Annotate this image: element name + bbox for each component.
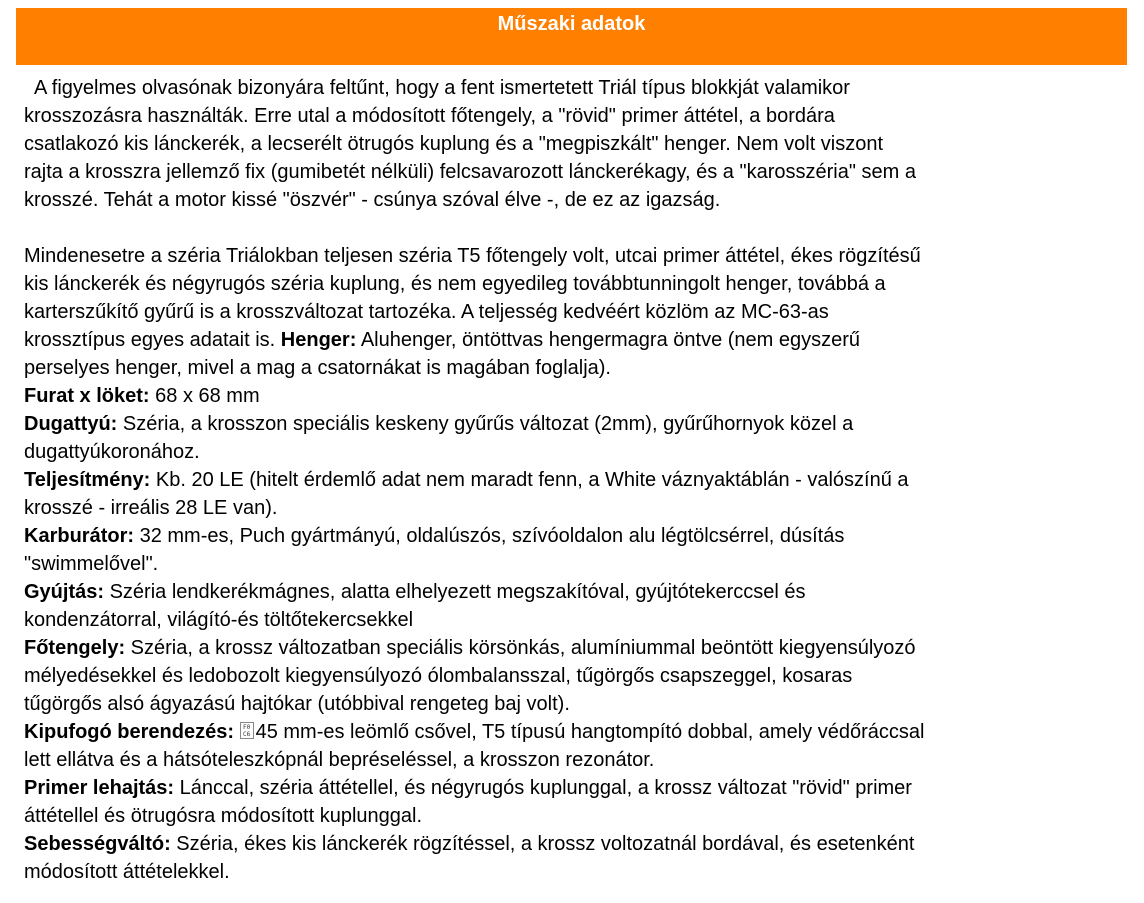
spec-text: mélyedésekkel és ledobozolt kiegyensúlyozó ólombalansszal, tűgörgős csapszeggel, kosaras <box>24 665 853 687</box>
spacer <box>24 214 1124 242</box>
spec-label: Sebességváltó: <box>24 833 171 855</box>
text-line: Aluhenger, öntöttvas hengermagra öntve (nem egyszerű <box>356 329 861 351</box>
spec-text: Lánccal, széria áttétellel, és négyrugós kuplunggal, a krossz változat "rövid" primer <box>174 777 912 799</box>
text-line: rajta a krosszra jellemző fix (gumibetét nélküli) felcsavarozott lánckerékagy, és a "karosszéria" sem a <box>24 161 916 183</box>
second-paragraph <box>24 242 1124 382</box>
text-line: kis lánckerék és négyrugós széria kuplung, és nem egyedileg továbbtunningolt henger, továbbá a <box>24 273 886 295</box>
spec-text: "swimmelővel". <box>24 553 159 575</box>
spec-item <box>24 578 1124 634</box>
text-line: perselyes henger, mivel a mag a csatornákat is magában foglalja). <box>24 357 611 379</box>
spec-text: 32 mm-es, Puch gyártmányú, oldalúszós, szívóoldalon alu légtölcsérrel, dúsítás <box>134 525 845 547</box>
spec-text: lett ellátva és a hátsóteleszkópnál bepréseléssel, a krosszon rezonátor. <box>24 749 655 771</box>
spec-item <box>24 410 1124 466</box>
text-line: krosszozásra használták. Erre utal a módosított főtengely, a "rövid" primer áttétel, a bordára <box>24 105 835 127</box>
spec-text: 45 mm-es leömlő csővel, T5 típusú hangtompító dobbal, amely védőráccsal <box>255 721 925 743</box>
spec-label: Kipufogó berendezés: <box>24 721 235 743</box>
spec-text: dugattyúkoronához. <box>24 441 200 463</box>
spec-text: Kb. 20 LE (hitelt érdemlő adat nem maradt fenn, a White váznyaktáblán - valószínű a <box>150 469 909 491</box>
spec-text: tűgörgős alsó ágyazású hajtókar (utóbbival rengeteg baj volt). <box>24 693 570 715</box>
spec-label: Gyújtás: <box>24 581 105 603</box>
spec-label: Furat x löket: <box>24 385 150 407</box>
spec-text: krosszé - irreális 28 LE van). <box>24 497 278 519</box>
intro-paragraph <box>24 74 1124 214</box>
text-line: csatlakozó kis lánckerék, a lecserélt ötrugós kuplung és a "megpiszkált" henger. Nem volt viszont <box>24 133 884 155</box>
spec-item <box>24 382 1124 410</box>
spec-text: módosított áttételekkel. <box>24 861 230 883</box>
text-line: karterszűkítő gyűrű is a krosszváltozat tartozéka. A teljesség kedvéért közlöm az MC-63-as <box>24 301 829 323</box>
spec-item <box>24 522 1124 578</box>
spec-list <box>24 382 1124 886</box>
section-header <box>16 8 1127 65</box>
missing-glyph-icon: F0 C6 <box>240 722 254 739</box>
section-title: Műszaki adatok <box>497 13 646 35</box>
text-line: krosszé. Tehát a motor kissé "öszvér" - csúnya szóval élve -, de ez az igazság. <box>24 189 721 211</box>
spec-label: Karburátor: <box>24 525 135 547</box>
spec-text: Széria, a krossz változatban speciális körsönkás, alumíniummal beöntött kiegyensúlyozó <box>125 637 916 659</box>
spec-text: Széria, ékes kis lánckerék rögzítéssel, a krossz voltozatnál bordával, és esetenként <box>170 833 915 855</box>
spec-text: 68 x 68 mm <box>149 385 260 407</box>
spec-label: Dugattyú: <box>24 413 118 435</box>
spec-label: Primer lehajtás: <box>24 777 175 799</box>
spec-text: Széria lendkerékmágnes, alatta elhelyezett megszakítóval, gyújtótekerccsel és <box>104 581 806 603</box>
spec-text: áttétellel és ötrugósra módosított kuplunggal. <box>24 805 423 827</box>
spec-item <box>24 466 1124 522</box>
text-line: Mindenesetre a széria Triálokban teljesen széria T5 főtengely volt, utcai primer áttétel, ékes rögzítésű <box>24 245 921 267</box>
spec-item <box>24 718 1124 774</box>
spec-label-henger: Henger: <box>280 329 357 351</box>
spec-label: Teljesítmény: <box>24 469 151 491</box>
article-body <box>24 74 1124 886</box>
spec-label: Főtengely: <box>24 637 126 659</box>
spec-text: Széria, a krosszon speciális keskeny gyűrűs változat (2mm), gyűrűhornyok közel a <box>117 413 854 435</box>
spec-item <box>24 830 1124 886</box>
spec-item <box>24 774 1124 830</box>
text-line: krossztípus egyes adatait is. <box>24 329 281 351</box>
spec-text: kondenzátorral, világító-és töltőtekercsekkel <box>24 609 414 631</box>
spec-item <box>24 634 1124 718</box>
text-line: A figyelmes olvasónak bizonyára feltűnt, hogy a fent ismertetett Triál típus blokkját valamikor <box>24 77 850 99</box>
